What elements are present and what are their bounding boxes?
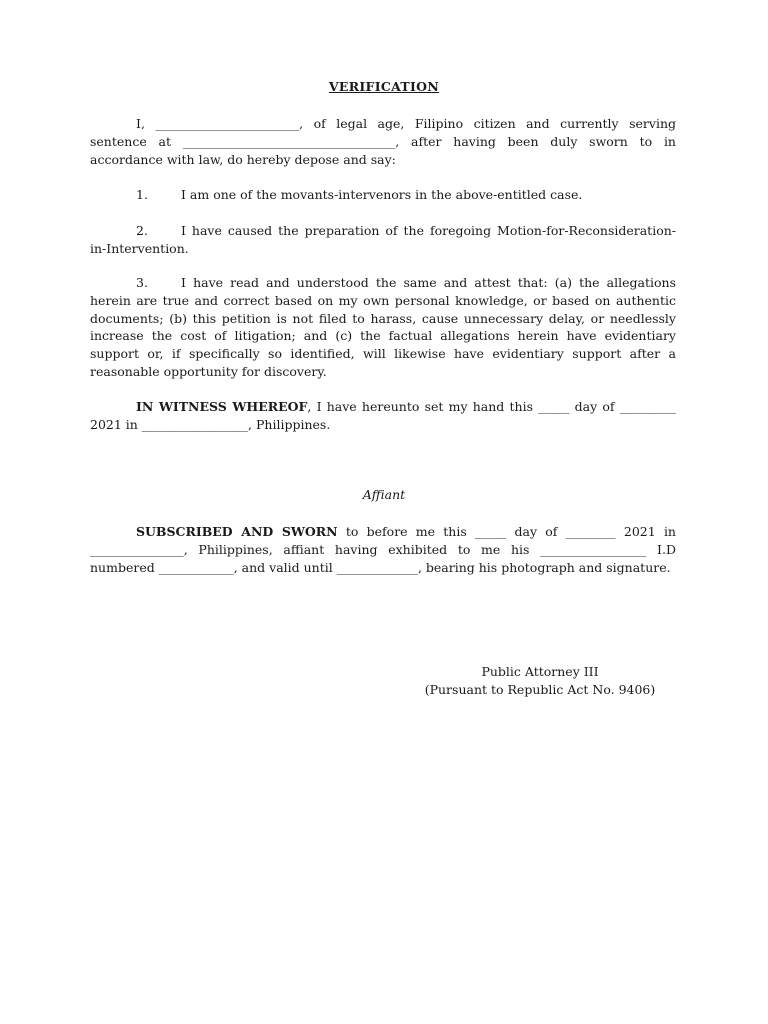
signatory-block [370, 663, 710, 699]
witness-heading: IN WITNESS WHEREOF [136, 399, 308, 414]
jurat-heading: SUBSCRIBED AND SWORN [136, 524, 338, 539]
item-text: I am one of the movants-intervenors in the above-entitled case. [181, 187, 583, 202]
item-number: 1. [136, 187, 148, 202]
item-number: 2. [136, 223, 148, 238]
signatory-title: Public Attorney III [481, 664, 599, 679]
jurat-paragraph [90, 523, 676, 576]
witness-paragraph [90, 398, 676, 434]
numbered-item-3 [90, 274, 676, 381]
numbered-item-1 [90, 186, 676, 204]
document-title: VERIFICATION [328, 79, 440, 94]
item-text: I have read and understood the same and attest that: (a) the allegations herein are true and correct based on my own personal knowledge, or based on authentic documents; (b) this petition is not filed to harass, cause unnecessary delay, or needlessly increase the cost of litigation; and (c) the factual allegations herein have evidentiary support or, if specifically so identified, will likewise have evidentiary support after a reasonable opportunity for discovery. [90, 275, 676, 379]
witness-text: , I have hereunto set my hand this _____ day of _________ 2021 in _________________, Philippines. [90, 399, 676, 432]
jurat-text: to before me this _____ day of ________ 2021 in _______________, Philippines, affiant having exhibited to me his _________________ I.D numbered ____________, and valid until _____________, bearing his photograph and signature. [90, 524, 676, 575]
affiant-label: Affiant [362, 487, 406, 502]
numbered-item-2 [90, 222, 676, 258]
intro-text: I, _______________________, of legal age, Filipino citizen and currently serving sentence at __________________________________, after having been duly sworn to in accordance with law, do hereby depose and say: [90, 116, 676, 167]
item-number: 3. [136, 275, 148, 290]
item-text: I have caused the preparation of the foregoing Motion-for-Reconsideration-in-Intervention. [90, 223, 676, 256]
intro-paragraph [90, 115, 676, 168]
signatory-note: (Pursuant to Republic Act No. 9406) [424, 682, 656, 697]
